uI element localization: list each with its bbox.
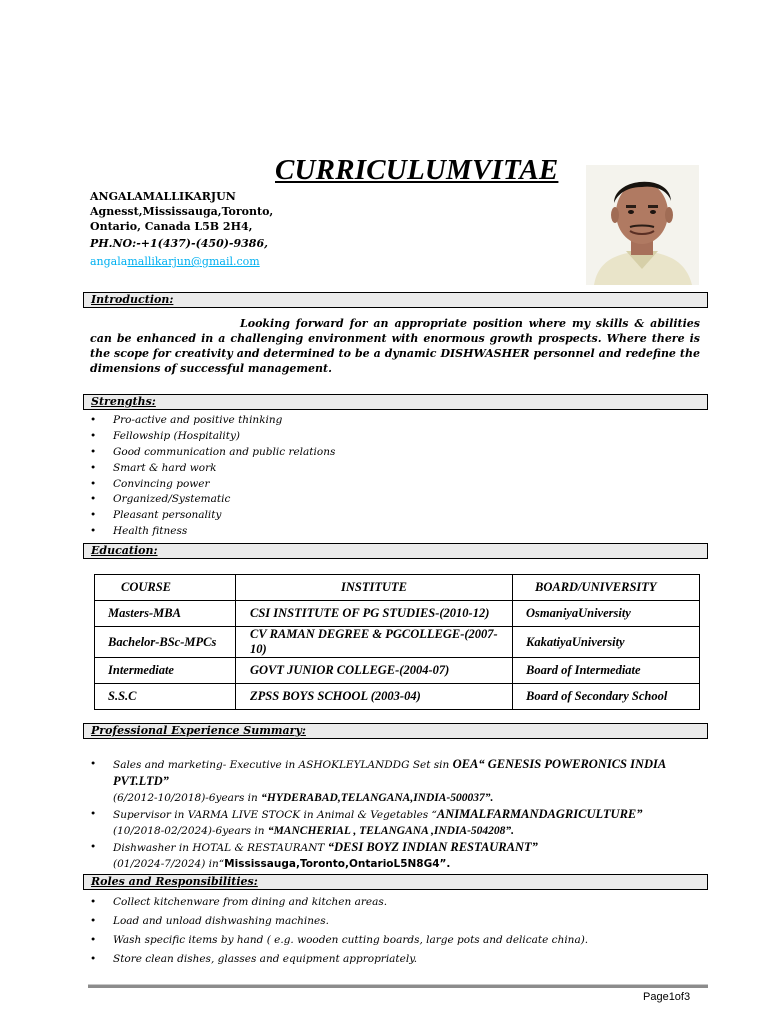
page-number: Page1of3 [643,991,691,1003]
experience-company: “DESI BOYZ INDIAN RESTAURANT” [327,840,538,854]
roles-heading: Roles and Responsibilities: [83,874,708,890]
table-cell: GOVT JUNIOR COLLEGE-(2004-07) [236,658,513,684]
experience-role: Dishwasher in HOTAL & RESTAURANT [113,842,328,854]
roles-list [90,893,588,969]
list-item: • Organized/Systematic [90,492,335,508]
education-heading: Education: [83,543,708,559]
experience-role: Sales and marketing- Executive in ASHOKLEYLANDDG Set sin [113,759,453,771]
list-item: • Good communication and public relations [90,445,335,461]
list-item: • Load and unload dishwashing machines. [90,912,588,931]
list-item: • Convincing power [90,477,335,493]
list-item: • Fellowship (Hospitality) [90,429,335,445]
table-cell: Bachelor-BSc-MPCs [95,627,236,658]
table-cell: KakatiyaUniversity [513,627,700,658]
experience-heading: Professional Experience Summary: [83,723,708,739]
table-cell: Board of Intermediate [513,658,700,684]
table-cell: Masters-MBA [95,601,236,627]
strengths-list [90,413,335,540]
applicant-name: ANGALAMALLIKARJUN [90,190,236,203]
list-item: • Smart & hard work [90,461,335,477]
address-line-2: Ontario, Canada L5B 2H4, [90,220,253,233]
table-row [95,627,700,658]
table-cell: Intermediate [95,658,236,684]
experience-role: Supervisor in VARMA LIVE STOCK in Animal & Vegetables “ [113,809,437,821]
list-item [90,756,710,806]
table-cell: S.S.C [95,684,236,710]
table-cell: CV RAMAN DEGREE & PGCOLLEGE-(2007-10) [236,627,513,658]
list-item: • Wash specific items by hand ( e.g. wooden cutting boards, large pots and delicate china). [90,931,588,950]
experience-period: (10/2018-02/2024)-6years in [113,825,268,837]
table-header-row [95,575,700,601]
list-item: • Health fitness [90,524,335,540]
table-row [95,601,700,627]
table-cell: ZPSS BOYS SCHOOL (2003-04) [236,684,513,710]
experience-list [90,756,710,872]
education-table [94,574,700,710]
introduction-heading: Introduction: [83,292,708,308]
list-item: • Pleasant personality [90,508,335,524]
list-item: • Store clean dishes, glasses and equipment appropriately. [90,950,588,969]
column-header: BOARD/UNIVERSITY [513,575,700,601]
address-line-1: Agnesst,Mississauga,Toronto, [90,205,274,218]
strengths-heading: Strengths: [83,394,708,410]
footer-divider [88,984,708,988]
experience-location: Mississauga,Toronto,OntarioL5N8G4”. [224,858,451,870]
experience-company: OEA“ GENESIS POWERONICS INDIA PVT.LTD” [113,757,666,788]
list-item: • Collect kitchenware from dining and kitchen areas. [90,893,588,912]
table-cell: Board of Secondary School [513,684,700,710]
experience-location: “HYDERABAD,TELANGANA,INDIA-500037”. [261,792,494,804]
table-row [95,684,700,710]
column-header: COURSE [95,575,236,601]
table-cell: OsmaniyaUniversity [513,601,700,627]
table-row [95,658,700,684]
experience-period: (6/2012-10/2018)-6years in [113,792,262,804]
contact-block [90,189,273,269]
column-header: INSTITUTE [236,575,513,601]
phone-number: PH.NO:-+1(437)-(450)-9386, [90,237,268,250]
table-cell: CSI INSTITUTE OF PG STUDIES-(2010-12) [236,601,513,627]
document-title: CURRICULUMVITAE [275,154,559,186]
introduction-text: Looking forward for an appropriate position where my skills & abilities can be enhanced in a challenging environment with enormous growth prospects. Where there is the scope for creativity and determined to be a dynamic DISHWASHER personnel and redefine the dimensions of successful management. [90,317,700,375]
profile-photo [586,165,699,285]
email-link[interactable] [90,254,273,269]
experience-company: ANIMALFARMANDAGRICULTURE” [436,807,643,821]
email-prefix: angala [90,255,128,268]
experience-location: “MANCHERIAL , TELANGANA ,INDIA-504208”. [267,825,515,837]
email-rest: mallikarjun@gmail.com [127,255,260,268]
list-item [90,839,710,872]
list-item [90,806,710,839]
list-item: • Pro-active and positive thinking [90,413,335,429]
experience-period: (01/2024-7/2024) in“ [113,858,225,870]
